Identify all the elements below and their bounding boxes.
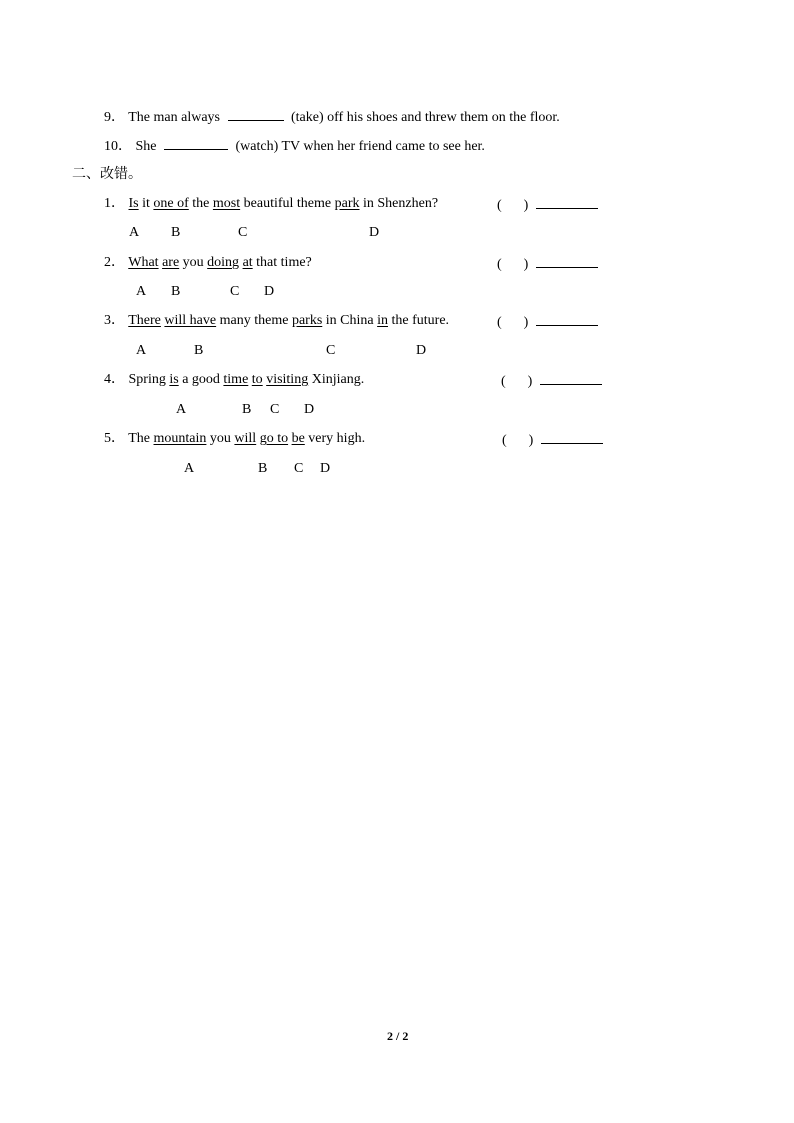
item-text-before: The man always bbox=[128, 110, 220, 125]
paren-open: ( bbox=[497, 257, 502, 272]
correction-blank[interactable] bbox=[536, 195, 598, 209]
sentence-text: The bbox=[128, 431, 151, 446]
letter-d: D bbox=[264, 284, 275, 299]
fill-item-9 bbox=[104, 107, 560, 125]
correction-blank[interactable] bbox=[536, 312, 598, 326]
option-a-text: There bbox=[128, 313, 161, 328]
paren-open: ( bbox=[502, 433, 507, 448]
letter-d: D bbox=[304, 402, 315, 417]
option-a-text: What bbox=[128, 255, 159, 270]
letter-a: A bbox=[184, 461, 195, 476]
answer-blank[interactable] bbox=[164, 136, 228, 150]
correction-blank[interactable] bbox=[540, 371, 602, 385]
letter-c: C bbox=[326, 343, 336, 358]
option-d-text: be bbox=[291, 431, 305, 446]
sentence-text: beautiful theme bbox=[243, 196, 332, 211]
item-number: 4． bbox=[104, 372, 125, 387]
paren-close: ) bbox=[523, 257, 529, 272]
item-text-after: (watch) TV when her friend came to see her. bbox=[235, 139, 485, 154]
letter-b: B bbox=[242, 402, 252, 417]
option-c-text: most bbox=[212, 196, 241, 211]
option-d-text: visiting bbox=[266, 372, 309, 387]
option-a-text: Is bbox=[128, 196, 139, 211]
fill-item-10 bbox=[104, 136, 485, 154]
section-heading: 二、改错。 bbox=[72, 166, 142, 182]
letter-b: B bbox=[171, 225, 181, 240]
item-text-after: (take) off his shoes and threw them on the floor. bbox=[291, 110, 560, 125]
item-text-before: She bbox=[135, 139, 157, 154]
item-number: 9． bbox=[104, 110, 125, 125]
letter-a: A bbox=[136, 343, 147, 358]
sentence-text: you bbox=[209, 431, 231, 446]
paren-close: ) bbox=[523, 198, 529, 213]
answer-parens-3[interactable] bbox=[497, 312, 598, 332]
option-a-text: is bbox=[169, 372, 179, 387]
correction-item-1 bbox=[104, 195, 438, 213]
paren-open: ( bbox=[497, 315, 502, 330]
option-d-text: park bbox=[334, 196, 360, 211]
correction-item-4 bbox=[104, 371, 364, 389]
correction-blank[interactable] bbox=[541, 430, 603, 444]
letter-b: B bbox=[171, 284, 181, 299]
sentence-text: you bbox=[182, 255, 204, 270]
option-d-text: at bbox=[242, 255, 253, 270]
paren-close: ) bbox=[528, 433, 534, 448]
option-a-text: mountain bbox=[153, 431, 207, 446]
correction-blank[interactable] bbox=[536, 254, 598, 268]
option-b-text: will have bbox=[164, 313, 217, 328]
answer-blank[interactable] bbox=[228, 107, 284, 121]
answer-parens-5[interactable] bbox=[502, 430, 603, 450]
letter-d: D bbox=[320, 461, 331, 476]
option-b-text: will bbox=[234, 431, 257, 446]
option-c-text: doing bbox=[207, 255, 240, 270]
answer-parens-2[interactable] bbox=[497, 254, 598, 274]
answer-parens-4[interactable] bbox=[501, 371, 602, 391]
correction-item-5 bbox=[104, 430, 365, 448]
answer-parens-1[interactable] bbox=[497, 195, 598, 215]
option-b-text: one of bbox=[153, 196, 189, 211]
paren-close: ) bbox=[523, 315, 529, 330]
page-number: 2 / 2 bbox=[387, 1029, 409, 1043]
sentence-text: very high. bbox=[308, 431, 366, 446]
letter-c: C bbox=[238, 225, 248, 240]
paren-close: ) bbox=[527, 374, 533, 389]
sentence-text: the bbox=[192, 196, 210, 211]
item-number: 2． bbox=[104, 255, 125, 270]
letter-b: B bbox=[258, 461, 268, 476]
letter-b: B bbox=[194, 343, 204, 358]
letter-d: D bbox=[416, 343, 427, 358]
option-b-text: time bbox=[223, 372, 249, 387]
item-number: 3． bbox=[104, 313, 125, 328]
sentence-text: Xinjiang. bbox=[311, 372, 365, 387]
letter-c: C bbox=[294, 461, 304, 476]
letter-c: C bbox=[270, 402, 280, 417]
sentence-text: the future. bbox=[391, 313, 450, 328]
option-c-text: to bbox=[251, 372, 263, 387]
sentence-text: in Shenzhen? bbox=[363, 196, 439, 211]
sentence-text: many theme bbox=[219, 313, 289, 328]
sentence-text: that time? bbox=[256, 255, 312, 270]
sentence-text: a good bbox=[182, 372, 220, 387]
letter-c: C bbox=[230, 284, 240, 299]
option-b-text: are bbox=[162, 255, 180, 270]
paren-open: ( bbox=[497, 198, 502, 213]
sentence-text: Spring bbox=[128, 372, 166, 387]
letter-a: A bbox=[136, 284, 147, 299]
option-c-text: go to bbox=[259, 431, 289, 446]
sentence-text: it bbox=[142, 196, 150, 211]
sentence-text: in China bbox=[325, 313, 374, 328]
item-number: 1． bbox=[104, 196, 125, 211]
item-number: 5． bbox=[104, 431, 125, 446]
letter-d: D bbox=[369, 225, 380, 240]
correction-item-2 bbox=[104, 254, 312, 272]
item-number: 10． bbox=[104, 139, 132, 154]
correction-item-3 bbox=[104, 312, 449, 330]
option-d-text: in bbox=[377, 313, 388, 328]
letter-a: A bbox=[176, 402, 187, 417]
option-c-text: parks bbox=[291, 313, 323, 328]
paren-open: ( bbox=[501, 374, 506, 389]
letter-a: A bbox=[129, 225, 140, 240]
